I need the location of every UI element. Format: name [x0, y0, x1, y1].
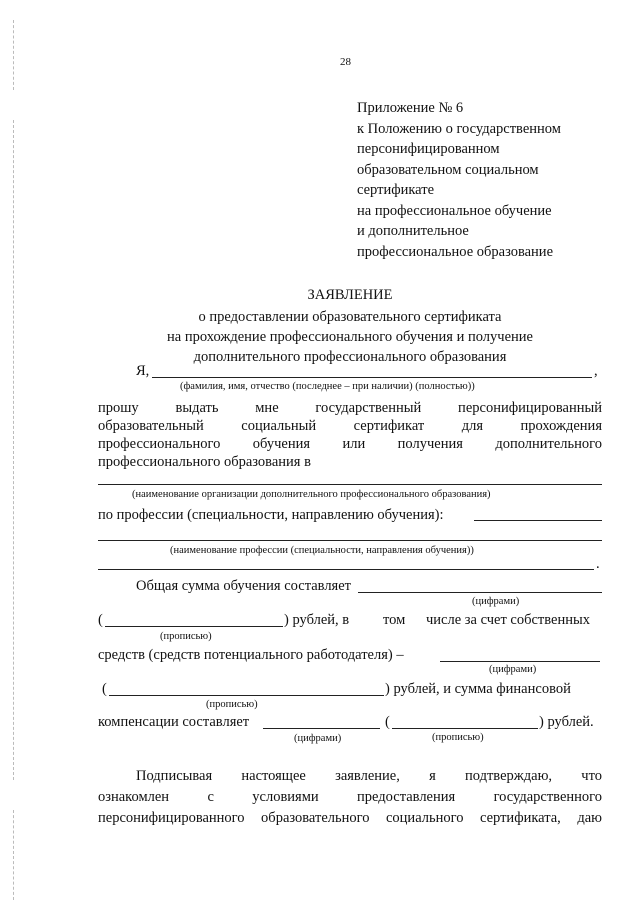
- profession-label: по профессии (специальности, направлению обучения):: [98, 507, 444, 523]
- organization-caption: (наименование организации дополнительного профессионального образования): [132, 489, 491, 500]
- appendix-line: образовательном социальном: [357, 161, 539, 178]
- total-words-caption: (прописью): [160, 631, 212, 642]
- profession-field-3[interactable]: [98, 569, 594, 570]
- document-subtitle: [0, 307, 640, 367]
- compensation-words-field[interactable]: [392, 728, 538, 729]
- appendix-block: [357, 98, 561, 262]
- scan-edge-mark: [13, 810, 14, 900]
- scan-edge-mark: [13, 120, 14, 780]
- employer-digits-caption: (цифрами): [489, 664, 537, 675]
- subtitle-line: дополнительного профессионального образования: [193, 349, 507, 365]
- total-rubles-text: ) рублей, в: [284, 612, 350, 628]
- total-digits-field[interactable]: [358, 592, 602, 593]
- subtitle-line: на прохождение профессионального обучения и получение: [167, 329, 533, 345]
- applicant-caption: (фамилия, имя, отчество (последнее – при наличии) (полностью)): [180, 381, 475, 392]
- employer-words-caption: (прописью): [206, 699, 258, 710]
- applicant-suffix: ,: [594, 363, 598, 379]
- request-line: профессионального образования в: [98, 454, 311, 470]
- appendix-line: персонифицированном: [357, 141, 500, 157]
- consent-line: ознакомлен с условиями предоставления государственного: [98, 789, 602, 805]
- consent-line: Подписывая настоящее заявление, я подтверждаю, что: [136, 768, 602, 784]
- appendix-line: на профессиональное обучение: [357, 202, 552, 219]
- employer-label: средств (средств потенциального работодателя) –: [98, 647, 404, 663]
- document-title: ЗАЯВЛЕНИЕ: [307, 287, 393, 303]
- total-word: числе за счет собственных: [426, 612, 590, 628]
- appendix-line: сертификате: [357, 182, 435, 198]
- applicant-name-field[interactable]: [152, 377, 592, 378]
- compensation-label: компенсации составляет: [98, 714, 250, 730]
- scan-edge-mark: [13, 20, 14, 90]
- appendix-line: Приложение № 6: [357, 100, 464, 116]
- compensation-words-caption: (прописью): [432, 732, 484, 743]
- organization-field[interactable]: [98, 484, 602, 485]
- applicant-prefix: Я,: [136, 363, 150, 379]
- appendix-line: к Положению о государственном: [357, 120, 561, 137]
- subtitle-line: о предоставлении образовательного сертификата: [198, 309, 502, 325]
- total-words-field[interactable]: [105, 626, 283, 627]
- page-number: 28: [340, 56, 351, 68]
- request-line: профессионального обучения или получения дополнительного: [98, 436, 602, 452]
- request-line: прошу выдать мне государственный персонифицированный: [98, 400, 602, 416]
- total-label: Общая сумма обучения составляет: [136, 578, 351, 594]
- compensation-digits-field[interactable]: [263, 728, 380, 729]
- employer-open-paren: (: [102, 681, 107, 697]
- compensation-rubles-text: ) рублей.: [539, 714, 594, 730]
- total-digits-caption: (цифрами): [472, 596, 520, 607]
- compensation-open-paren: (: [385, 714, 390, 730]
- employer-words-field[interactable]: [109, 695, 384, 696]
- profession-field-2[interactable]: [98, 540, 602, 541]
- profession-end-mark: .: [596, 556, 600, 572]
- employer-digits-field[interactable]: [440, 661, 600, 662]
- profession-caption: (наименование профессии (специальности, направления обучения)): [170, 545, 474, 556]
- consent-line: персонифицированного образовательного социального сертификата, даю: [98, 810, 602, 826]
- compensation-digits-caption: (цифрами): [294, 733, 342, 744]
- total-open-paren: (: [98, 612, 103, 628]
- total-word: том: [383, 612, 406, 628]
- appendix-line: профессиональное образование: [357, 243, 554, 260]
- employer-rubles-text: ) рублей, и сумма финансовой: [385, 681, 571, 697]
- appendix-line: и дополнительное: [357, 223, 469, 239]
- profession-field[interactable]: [474, 520, 602, 521]
- request-line: образовательный социальный сертификат для прохождения: [98, 418, 602, 434]
